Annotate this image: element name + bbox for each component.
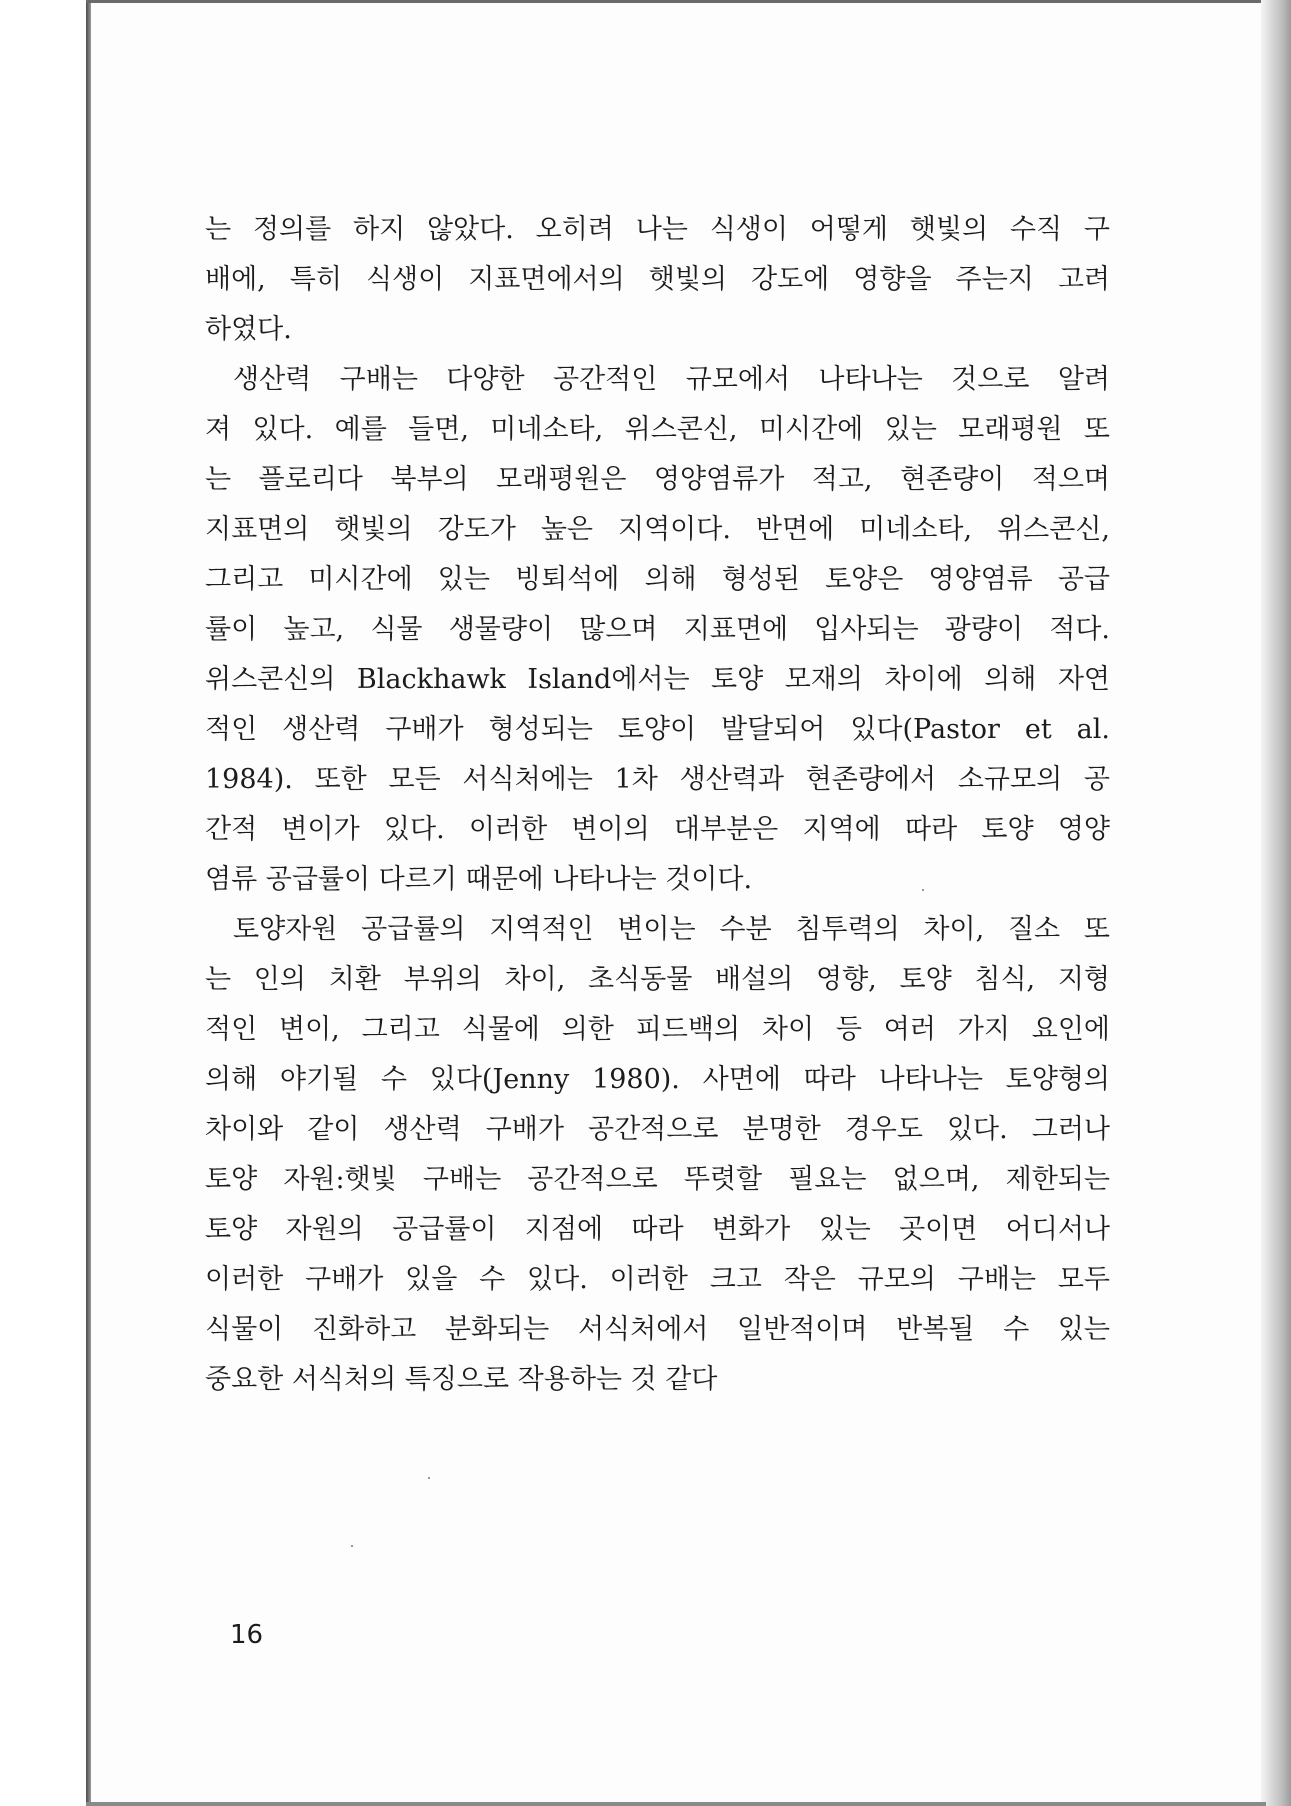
text-line: 는 플로리다 북부의 모래평원은 영양염류가 적고, 현존량이 적으며 (205, 464, 1110, 495)
text-line: 토양 자원:햇빛 구배는 공간적으로 뚜렷할 필요는 없으며, 제한되는 (205, 1164, 1110, 1195)
text-line: 위스콘신의 Blackhawk Island에서는 토양 모재의 차이에 의해 자연 (205, 664, 1110, 695)
text-line: 차이와 같이 생산력 구배가 공간적으로 분명한 경우도 있다. 그러나 (205, 1114, 1110, 1145)
text-line: 토양자원 공급률의 지역적인 변이는 수분 침투력의 차이, 질소 또 (233, 914, 1110, 945)
text-line: 그리고 미시간에 있는 빙퇴석에 의해 형성된 토양은 영양염류 공급 (205, 564, 1110, 595)
text-line: 하였다. (205, 314, 292, 345)
page-bottom-edge (86, 1802, 1266, 1806)
text-line: 져 있다. 예를 들면, 미네소타, 위스콘신, 미시간에 있는 모래평원 또 (205, 414, 1110, 445)
page-number: 16 (230, 1620, 264, 1650)
text-line: 의해 야기될 수 있다(Jenny 1980). 사면에 따라 나타나는 토양형의 (205, 1064, 1110, 1095)
scan-speck (351, 1545, 353, 1547)
text-line: 식물이 진화하고 분화되는 서식처에서 일반적이며 반복될 수 있는 (205, 1314, 1110, 1345)
text-line: 지표면의 햇빛의 강도가 높은 지역이다. 반면에 미네소타, 위스콘신, (205, 514, 1110, 545)
body-text (205, 205, 1110, 1405)
page-right-edge-shadow (1261, 0, 1291, 1806)
text-line: 는 인의 치환 부위의 차이, 초식동물 배설의 영향, 토양 침식, 지형 (205, 964, 1110, 995)
text-line: 1984). 또한 모든 서식처에는 1차 생산력과 현존량에서 소규모의 공 (205, 764, 1110, 795)
scan-speck (428, 1477, 430, 1479)
text-line: 는 정의를 하지 않았다. 오히려 나는 식생이 어떻게 햇빛의 수직 구 (205, 214, 1110, 245)
text-line: 률이 높고, 식물 생물량이 많으며 지표면에 입사되는 광량이 적다. (205, 614, 1110, 645)
text-line: 염류 공급률이 다르기 때문에 나타나는 것이다. (205, 864, 753, 895)
text-line: 배에, 특히 식생이 지표면에서의 햇빛의 강도에 영향을 주는지 고려 (205, 264, 1110, 295)
scan-speck (922, 889, 924, 891)
text-line: 토양 자원의 공급률이 지점에 따라 변화가 있는 곳이면 어디서나 (205, 1214, 1110, 1245)
text-line: 중요한 서식처의 특징으로 작용하는 것 같다 (205, 1364, 718, 1395)
text-line: 적인 생산력 구배가 형성되는 토양이 발달되어 있다(Pastor et al. (205, 714, 1110, 745)
text-line: 적인 변이, 그리고 식물에 의한 피드백의 차이 등 여러 가지 요인에 (205, 1014, 1110, 1045)
text-line: 간적 변이가 있다. 이러한 변이의 대부분은 지역에 따라 토양 영양 (205, 814, 1110, 845)
text-line: 이러한 구배가 있을 수 있다. 이러한 크고 작은 규모의 구배는 모두 (205, 1264, 1110, 1295)
text-line: 생산력 구배는 다양한 공간적인 규모에서 나타나는 것으로 알려 (233, 364, 1110, 395)
